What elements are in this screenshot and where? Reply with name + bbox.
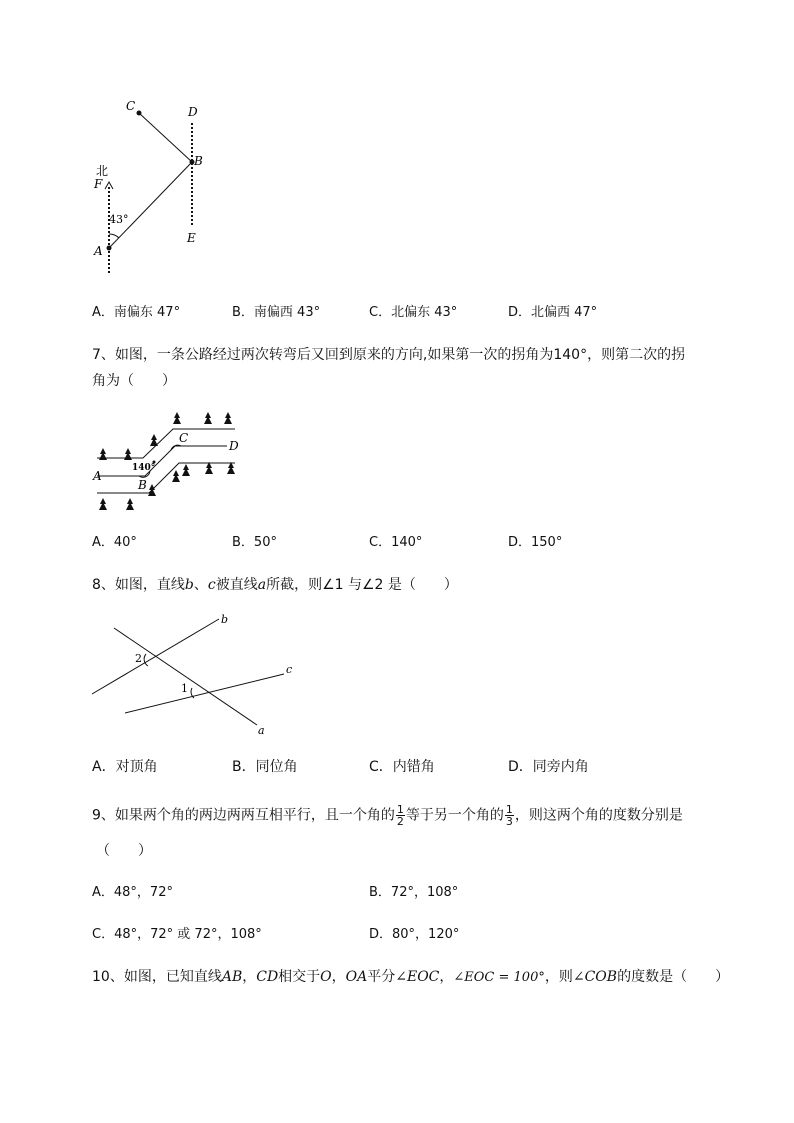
segment-cb — [139, 113, 192, 162]
label-b: B — [194, 154, 203, 168]
road-lower-edge — [97, 463, 235, 493]
q10-stem-prefix: 10、如图，已知直线 — [92, 969, 222, 985]
label-a: a — [258, 724, 265, 737]
q10-line-cd: CD — [256, 969, 279, 985]
q7-option-d[interactable]: D．150° — [508, 535, 563, 550]
point-a — [107, 246, 112, 251]
q10-sep2: ， — [331, 969, 346, 985]
q8-lines-figure — [85, 608, 300, 743]
label-angle-43: 43° — [109, 213, 129, 226]
label-c: C — [126, 99, 136, 113]
segment-ab — [109, 162, 192, 248]
line-c — [125, 674, 284, 713]
q10-sep1: ， — [242, 969, 257, 985]
q8-option-d[interactable]: D．同旁内角 — [508, 759, 589, 775]
label-b: B — [138, 478, 147, 492]
label-a: A — [94, 244, 103, 258]
road-upper-edge — [97, 429, 235, 458]
q8-stem-line-b: b — [184, 577, 194, 593]
q9-fraction-third — [505, 804, 514, 827]
q10-mid3: ，则 — [544, 969, 573, 985]
q9-option-b[interactable]: B．72°，108° — [369, 885, 459, 900]
q8-option-b[interactable]: B．同位角 — [232, 759, 298, 775]
q10-angle-eoc: ∠EOC — [395, 969, 440, 985]
label-c: c — [286, 663, 293, 676]
label-d: D — [188, 105, 198, 119]
q10-suffix: 的度数是（ ） — [617, 969, 730, 985]
q10-angle-eoc-value: ∠EOC = 100° — [453, 970, 545, 985]
q9-option-a[interactable]: A．48°，72° — [92, 885, 173, 900]
q10-point-o: O — [320, 969, 332, 985]
label-b: b — [221, 613, 229, 626]
label-angle-140: 140° — [132, 463, 156, 473]
label-e: E — [187, 231, 196, 245]
label-angle-2: 2 — [135, 652, 142, 665]
q10-sep3: ， — [439, 969, 454, 985]
label-north: 北 — [96, 164, 109, 178]
tree-icons — [99, 412, 235, 510]
q7-option-c[interactable]: C．140° — [369, 535, 423, 550]
q8-stem — [92, 576, 458, 594]
q8-stem-suffix: 所截，则∠1 与∠2 是（ ） — [266, 577, 458, 593]
q8-option-c[interactable]: C．内错角 — [369, 759, 435, 775]
q9-stem-line2: （ ） — [96, 843, 152, 859]
q10-line-ab: AB — [221, 969, 243, 985]
q10-angle-cob: ∠COB — [572, 969, 618, 985]
q10-mid2: 平分 — [367, 969, 396, 985]
angle-arc-2 — [144, 654, 148, 666]
q7-stem-line1: 7、如图，一条公路经过两次转弯后又回到原来的方向,如果第一次的拐角为140°，则第二次的拐 — [92, 347, 686, 363]
q9-stem-part2: 等于另一个角的 — [405, 807, 504, 824]
q9-frac1-num: 1 — [396, 803, 404, 816]
q9-frac2-num: 1 — [505, 803, 513, 816]
q9-stem-part3: ，则这两个角的度数分别是 — [514, 807, 683, 824]
q8-option-a[interactable]: A．对顶角 — [92, 759, 158, 775]
q7-stem-line2: 角为（ ） — [92, 373, 176, 389]
q10-ray-oa: OA — [345, 969, 368, 985]
q6-option-c[interactable]: C．北偏东 43° — [369, 305, 458, 320]
q9-frac1-den: 2 — [396, 815, 404, 828]
q8-stem-sep: 、 — [193, 577, 208, 593]
angle-arc-43 — [109, 234, 119, 238]
q10-mid1: 相交于 — [278, 969, 321, 985]
q9-option-d[interactable]: D．80°，120° — [369, 927, 460, 942]
q10-stem — [92, 968, 729, 987]
q8-stem-mid: 被直线 — [215, 577, 258, 593]
q9-stem-line1 — [92, 804, 683, 827]
label-f: F — [94, 177, 103, 191]
q6-option-d[interactable]: D．北偏西 47° — [508, 305, 598, 320]
q9-fraction-half — [396, 804, 405, 827]
q8-stem-line-a: a — [257, 577, 267, 593]
label-angle-1: 1 — [181, 682, 188, 695]
q9-frac2-den: 3 — [505, 815, 513, 828]
point-c — [137, 111, 142, 116]
q6-option-b[interactable]: B．南偏西 43° — [232, 305, 321, 320]
q7-road-figure — [85, 405, 250, 510]
q9-option-c[interactable]: C．48°，72° 或 72°，108° — [92, 927, 262, 942]
q9-stem-part1: 9、如果两个角的两边两两互相平行，且一个角的 — [92, 807, 395, 824]
label-c: C — [179, 431, 189, 445]
q7-option-a[interactable]: A．40° — [92, 535, 137, 550]
label-d: D — [229, 439, 239, 453]
q6-figure — [85, 95, 215, 285]
q6-option-a[interactable]: A．南偏东 47° — [92, 305, 181, 320]
q7-option-b[interactable]: B．50° — [232, 535, 277, 550]
q8-stem-prefix: 8、如图，直线 — [92, 577, 185, 593]
label-a: A — [93, 469, 102, 483]
q8-stem-line-c: c — [207, 577, 216, 593]
